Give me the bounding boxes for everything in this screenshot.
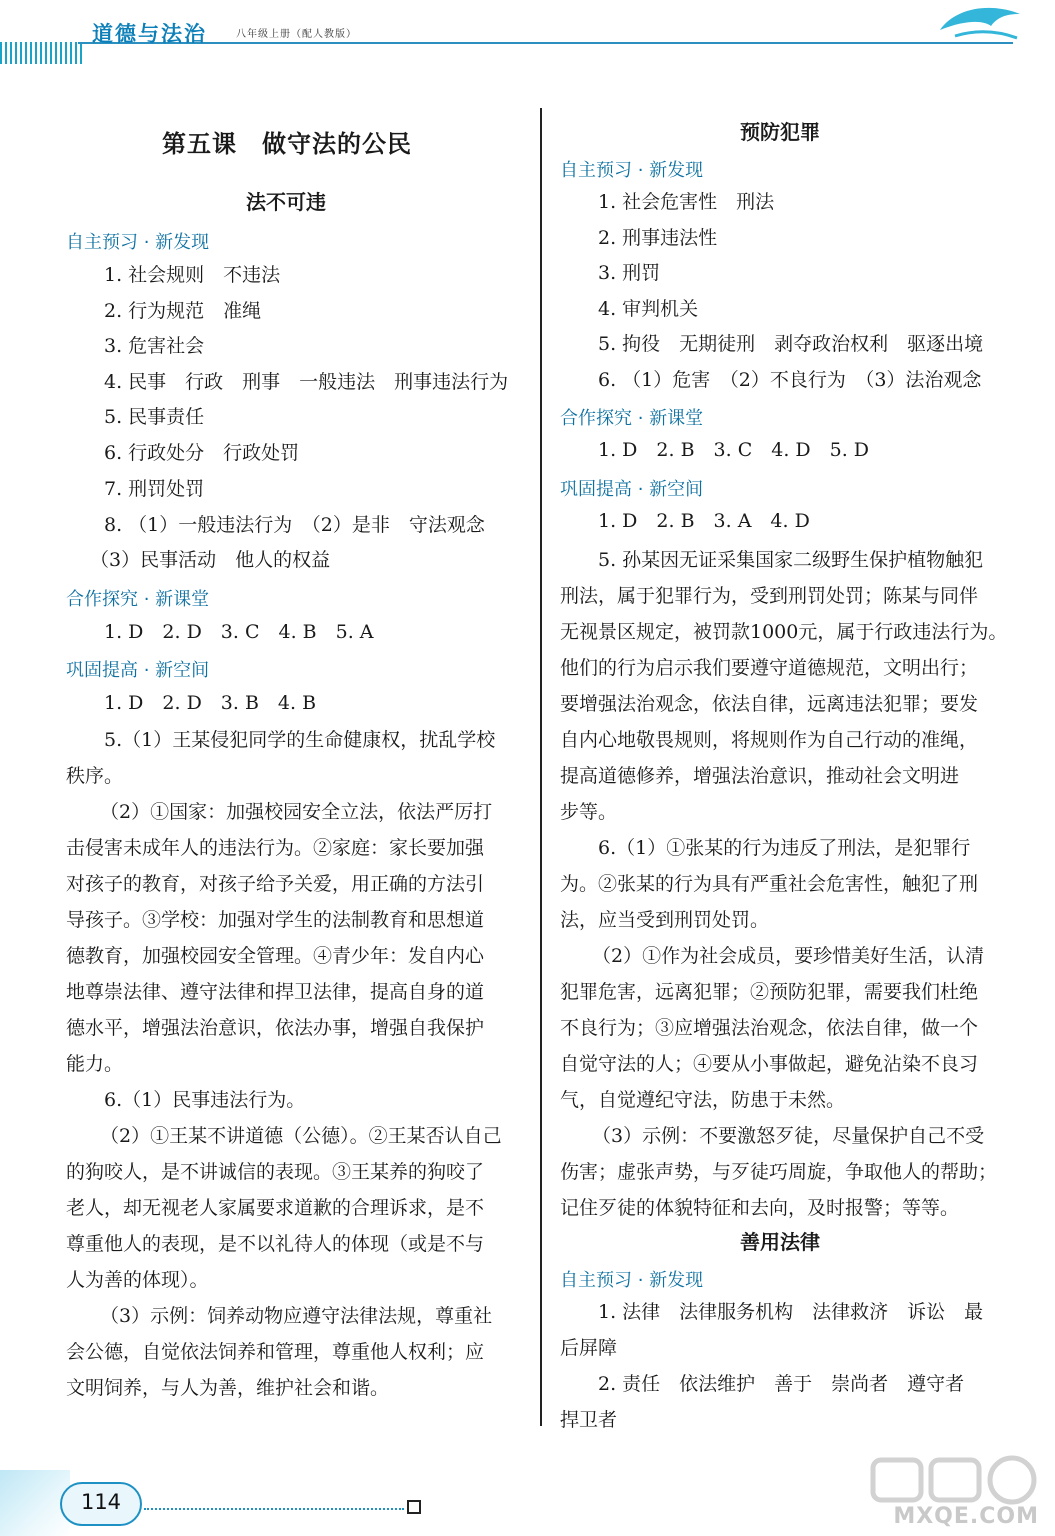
paragraph-line: 5.（1）王某侵犯同学的生命健康权，扰乱学校 [104,729,496,751]
answer-item: 7. 刑罚处罚 [104,478,205,500]
answer-choices: 1. D 2. B 3. C 4. D 5. D [598,439,870,461]
answer-item: 4. 审判机关 [598,298,699,320]
paragraph-line: 提高道德修养，增强法治意识，推动社会文明进 [560,765,960,787]
answer-item: 3. 刑罚 [598,262,661,284]
answer-item: 8. （1）一般违法行为 （2）是非 守法观念 [104,514,485,536]
paragraph-line: 要增强法治观念，依法自律，远离违法犯罪；要发 [560,693,979,715]
label-preview: 自主预习 · 新发现 [560,1270,704,1291]
paragraph-line: 秩序。 [66,765,124,787]
header-stripes [0,42,82,64]
paragraph-line: （3）示例：不要激怒歹徒，尽量保护自己不受 [592,1125,985,1147]
paragraph-line: 5. 孙某因无证采集国家二级野生保护植物触犯 [598,549,984,571]
dolphin-logo-icon [935,0,1025,45]
paragraph-line: 能力。 [66,1053,124,1075]
paragraph-line: 他们的行为启示我们要遵守道德规范，文明出行； [560,657,979,679]
label-improve: 巩固提高 · 新空间 [560,479,704,500]
answer-item: 5. 拘役 无期徒刑 剥夺政治权利 驱逐出境 [598,333,984,355]
column-divider [540,108,542,1426]
label-preview: 自主预习 · 新发现 [66,232,210,253]
answer-item: 6. （1）危害 （2）不良行为 （3）法治观念 [598,369,982,391]
answer-choices: 1. D 2. D 3. C 4. B 5. A [104,621,374,643]
label-explore: 合作探究 · 新课堂 [560,408,704,429]
label-explore: 合作探究 · 新课堂 [66,589,210,610]
answer-item: 5. 民事责任 [104,406,205,428]
footer-dotted-rule [144,1508,404,1510]
paragraph-line: 1. 法律 法律服务机构 法律救济 诉讼 最 [598,1301,984,1323]
section-title-3: 善用法律 [740,1230,820,1254]
paragraph-line: 地尊崇法律、遵守法律和捍卫法律，提高自身的道 [66,981,485,1003]
paragraph-line: 为。②张某的行为具有严重社会危害性，触犯了刑 [560,873,979,895]
paragraph-line: 2. 责任 依法维护 善于 崇尚者 遵守者 [598,1373,965,1395]
paragraph-line: 老人，却无视老人家属要求道歉的合理诉求，是不 [66,1197,485,1219]
paragraph-line: 记住歹徒的体貌特征和去向，及时报警；等等。 [560,1197,960,1219]
answer-item: 4. 民事 行政 刑事 一般违法 刑事违法行为 [104,371,509,393]
paragraph-line: 人为善的体现）。 [66,1269,209,1291]
header-rule [78,42,1013,44]
paragraph-line: 文明饲养，与人为善，维护社会和谐。 [66,1377,390,1399]
section-title-2: 预防犯罪 [740,120,820,144]
paragraph-line: 自内心地敬畏规则，将规则作为自己行动的准绳， [560,729,979,751]
lesson-title: 第五课 做守法的公民 [162,129,412,158]
page-number: 114 [80,1490,122,1514]
paragraph-line: 的狗咬人，是不讲诚信的表现。③王某养的狗咬了 [66,1161,485,1183]
answer-item: 1. 社会危害性 刑法 [598,191,775,213]
paragraph-line: 不良行为；③应增强法治观念，依法自律，做一个 [560,1017,979,1039]
paragraph-line: 无视景区规定，被罚款1000元，属于行政违法行为。 [560,621,1008,643]
paragraph-line: （2）①国家：加强校园安全立法，依法严厉打 [100,801,493,823]
paragraph-line: 导孩子。③学校：加强对学生的法制教育和思想道 [66,909,485,931]
section-title-1: 法不可违 [246,190,326,214]
paragraph-line: 6.（1）民事违法行为。 [104,1089,306,1111]
paragraph-line: 6.（1）①张某的行为违反了刑法，是犯罪行 [598,837,971,859]
page-header [0,0,1055,60]
label-improve: 巩固提高 · 新空间 [66,660,210,681]
paragraph-line: 尊重他人的表现，是不以礼待人的体现（或是不与 [66,1233,485,1255]
paragraph-line: （3）示例：饲养动物应遵守法律法规，尊重社 [100,1305,493,1327]
answer-item: （3）民事活动 他人的权益 [90,549,331,571]
paragraph-line: 德教育，加强校园安全管理。④青少年：发自内心 [66,945,485,967]
paragraph-line: （2）①王某不讲道德（公德）。②王某否认自己 [100,1125,502,1147]
paragraph-line: 犯罪危害，远离犯罪；②预防犯罪，需要我们杜绝 [560,981,979,1003]
paragraph-line: 对孩子的教育，对孩子给予关爱，用正确的方法引 [66,873,485,895]
paragraph-line: 气，自觉遵纪守法，防患于未然。 [560,1089,846,1111]
answer-choices: 1. D 2. B 3. A 4. D [598,510,810,532]
answer-item: 2. 刑事违法性 [598,227,718,249]
book-subtitle: 八年级上册（配人教版） [236,29,357,40]
paragraph-line: 自觉守法的人；④要从小事做起，避免沾染不良习 [560,1053,979,1075]
answer-item: 1. 社会规则 不违法 [104,264,281,286]
paragraph-line: 击侵害未成年人的违法行为。②家庭：家长要加强 [66,837,485,859]
paragraph-line: 法，应当受到刑罚处罚。 [560,909,770,931]
paragraph-line: 会公德，自觉依法饲养和管理，尊重他人权利；应 [66,1341,485,1363]
paragraph-line: 刑法，属于犯罪行为，受到刑罚处罚；陈某与同伴 [560,585,979,607]
paragraph-line: 德水平，增强法治意识，依法办事，增强自我保护 [66,1017,485,1039]
answer-item: 2. 行为规范 准绳 [104,300,262,322]
footer-square-icon [407,1500,421,1514]
paragraph-line: （2）①作为社会成员，要珍惜美好生活，认清 [592,945,985,967]
answer-item: 3. 危害社会 [104,335,205,357]
answer-choices: 1. D 2. D 3. B 4. B [104,692,317,714]
paragraph-line: 捍卫者 [560,1409,618,1431]
label-preview: 自主预习 · 新发现 [560,160,704,181]
book-title: 道德与法治 [92,22,207,46]
watermark-url: MXQE.COM [893,1504,1039,1529]
paragraph-line: 步等。 [560,801,618,823]
answer-item: 6. 行政处分 行政处罚 [104,442,300,464]
paragraph-line: 后屏障 [560,1337,618,1359]
paragraph-line: 伤害；虚张声势，与歹徒巧周旋，争取他人的帮助； [560,1161,998,1183]
